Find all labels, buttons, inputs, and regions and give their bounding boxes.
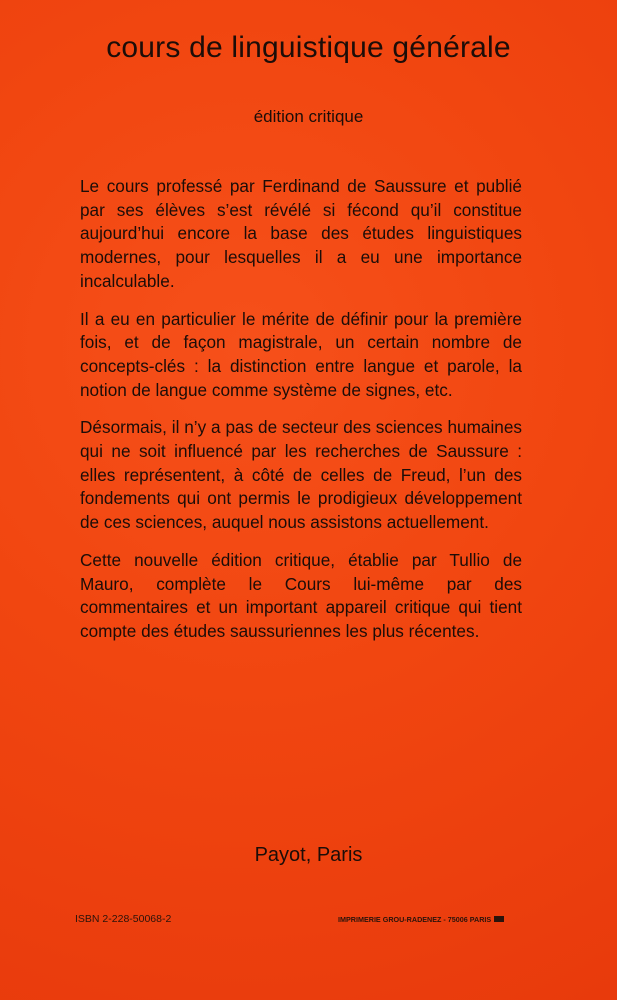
printer-logo-icon bbox=[494, 916, 504, 922]
blurb bbox=[80, 175, 522, 658]
publisher: Payot, Paris bbox=[254, 844, 363, 866]
blurb-paragraph-3: Désormais, il n’y a pas de secteur des sciences humaines qui ne soit influencé par les recherches de Saussure : elles représentent, à côté de celles de Freud, l’un des fondements qui ont permis le prodigieux développement de ces sciences, auquel nous assistons actuellement. bbox=[80, 417, 522, 533]
book-subtitle: édition critique bbox=[253, 107, 364, 126]
isbn: ISBN 2-228-50068-2 bbox=[75, 913, 172, 925]
printer-imprint-text: IMPRIMERIE GROU-RADENEZ - 75006 PARIS bbox=[338, 915, 492, 924]
book-title: cours de linguistique générale bbox=[106, 31, 511, 64]
blurb-paragraph-4: Cette nouvelle édition critique, établie par Tullio de Mauro, complète le Cours lui-même par des commentaires et un important appareil critique qui tient compte des études saussuriennes les plus récentes. bbox=[80, 549, 522, 641]
printer-imprint bbox=[338, 915, 504, 925]
blurb-paragraph-1: Le cours professé par Ferdinand de Saussure et publié par ses élèves s’est révélé si fécond qu’il constitue aujourd’hui encore la base des études linguistiques modernes, pour lesquelles il a eu une importance incalculable. bbox=[80, 176, 522, 291]
blurb-paragraph-2: Il a eu en particulier le mérite de définir pour la première fois, et de façon magistrale, un certain nombre de concepts-clés : la distinction entre langue et parole, la notion de langue comme système de signes, etc. bbox=[80, 308, 522, 400]
